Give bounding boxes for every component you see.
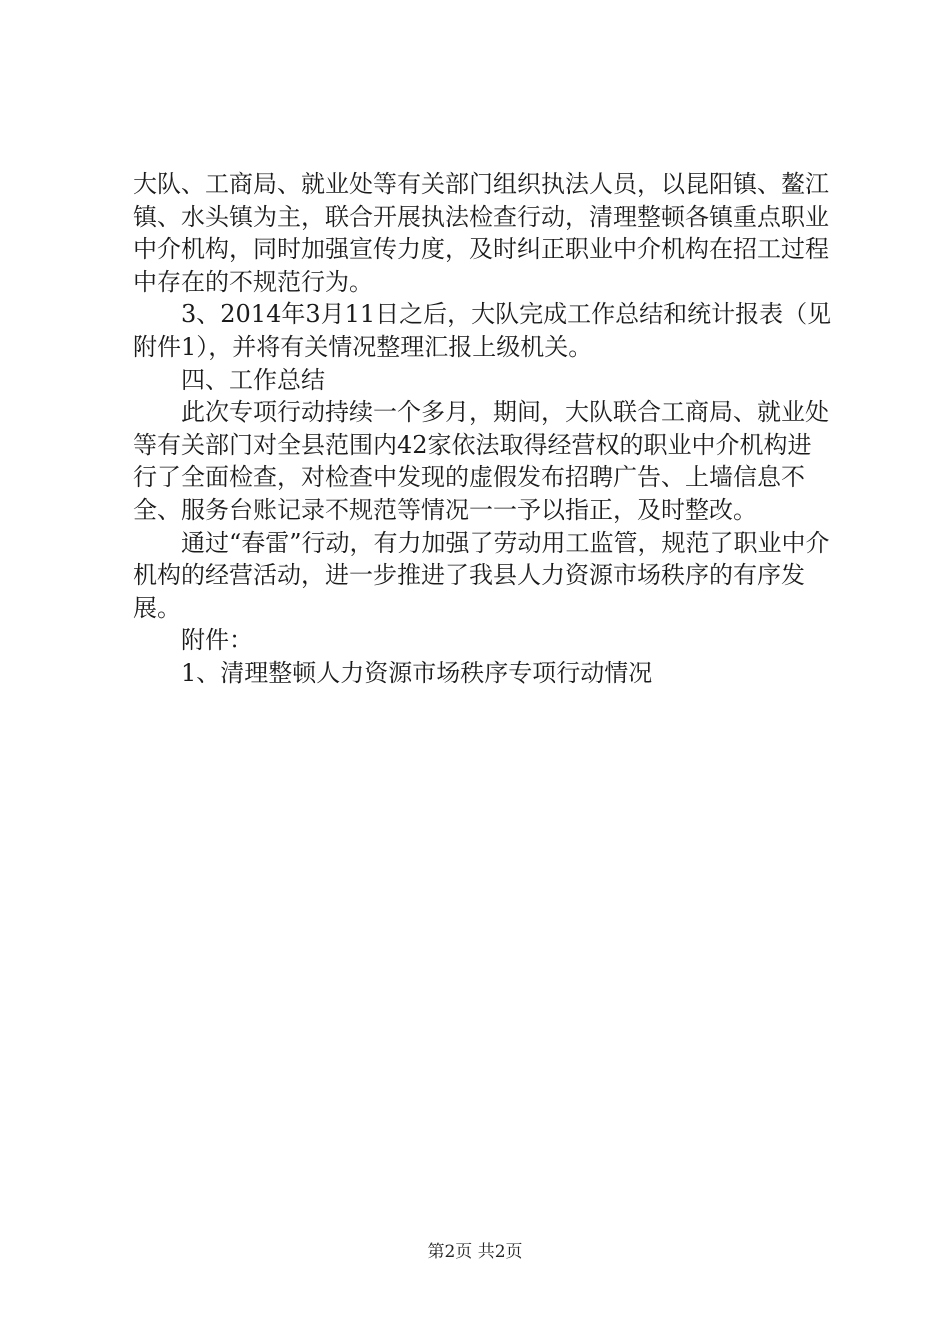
attachment-item: 1、清理整顿人力资源市场秩序专项行动情况 (181, 658, 653, 687)
section-heading-work-summary: 四、工作总结 (181, 365, 325, 394)
paragraph-continuation: 大队、工商局、就业处等有关部门组织执法人员，以昆阳镇、鳌江镇、水头镇为主，联合开展执法检查行动，清理整顿各镇重点职业中介机构，同时加强宣传力度，及时纠正职业中介机构在招工过程中存在的不规范行为。 (133, 170, 829, 296)
paragraph-summary: 此次专项行动持续一个多月，期间，大队联合工商局、就业处等有关部门对全县范围内42家依法取得经营权的职业中介机构进行了全面检查，对检查中发现的虚假发布招聘广告、上墙信息不全、服务台账记录不规范等情况一一予以指正，及时整改。 (133, 398, 829, 524)
page-footer: 第2页 共2页 (427, 1242, 523, 1262)
document-body (133, 168, 833, 690)
attachment-label: 附件： (181, 626, 253, 655)
paragraph-step-3: 3、2014年3月11日之后，大队完成工作总结和统计报表（见附件1），并将有关情况整理汇报上级机关。 (133, 300, 832, 361)
paragraph-conclusion: 通过“春雷”行动，有力加强了劳动用工监管，规范了职业中介机构的经营活动，进一步推进了我县人力资源市场秩序的有序发展。 (133, 528, 830, 622)
